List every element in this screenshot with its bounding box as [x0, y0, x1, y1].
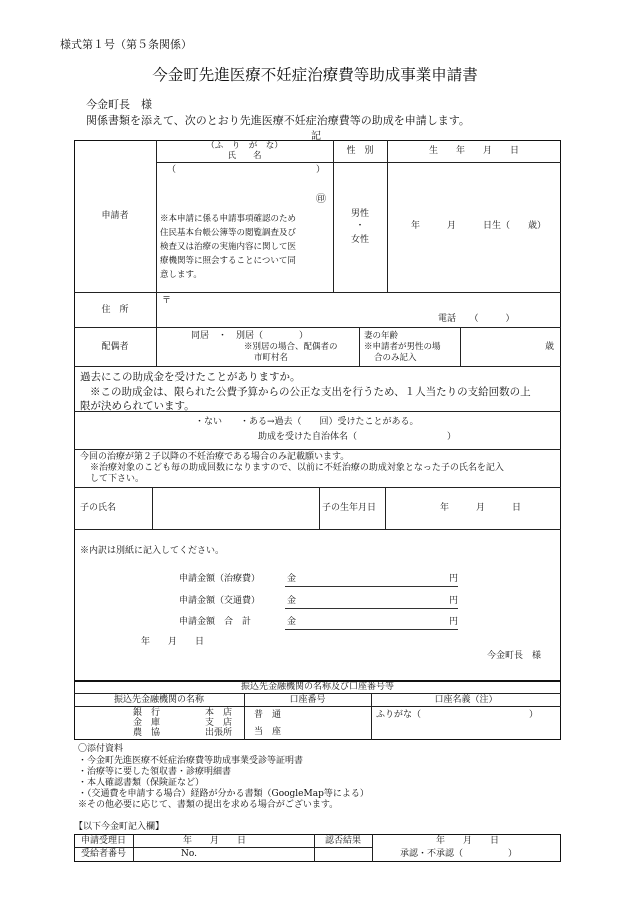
history-answer[interactable]: ・ない ・ある→過去（ 回）受けたことがある。: [195, 417, 419, 427]
intro-text: 関係書類を添えて、次のとおり先進医療不妊症治療費等の助成を申請します。: [86, 114, 470, 127]
second-child-line-1: 今回の治療が第２子以降の不妊治療である場合のみ記載願います。: [80, 452, 350, 462]
amount-transport-yen: 円: [449, 596, 459, 606]
child-dob-field[interactable]: 年 月 日: [440, 503, 522, 513]
bank-header: 振込先金融機関の名称及び口座番号等: [240, 682, 394, 692]
applicant-label: 申請者: [101, 211, 129, 221]
furigana-header: （ふ り が な）: [206, 141, 283, 151]
recipient-number-label: 受給者番号: [80, 849, 126, 859]
history-question: 過去にこの助成金を受けたことがありますか。: [80, 371, 301, 383]
amount-date[interactable]: 年 月 日: [141, 637, 205, 647]
bank-col-holder: 口座名義（注）: [434, 695, 498, 705]
attach-item: ・（交通費を申請する場合）経路が分かる書類（GoogleMap等による）: [78, 789, 369, 799]
consent-line-1: ※本申請に係る申請事項確認のため: [160, 214, 297, 224]
spouse-note-1: ※別居の場合、配偶者の: [244, 342, 338, 352]
postal-mark: 〒: [162, 296, 172, 306]
attach-item: ・治療等に要した領収書・診療明細書: [78, 767, 232, 777]
consent-line-5: 意します。: [160, 270, 202, 280]
amount-total-yen: 円: [449, 617, 459, 627]
amount-transport-kin: 金: [287, 596, 297, 606]
branch-sub[interactable]: 支 店: [205, 718, 233, 728]
history-municipality[interactable]: 助成を受けた自治体名（ ）: [258, 432, 457, 442]
branch-office[interactable]: 出張所: [205, 728, 233, 738]
page-title: 今金町先進医療不妊症治療費等助成事業申請書: [152, 66, 478, 84]
sex-female-option[interactable]: 女性: [350, 235, 369, 245]
amount-total-field[interactable]: [285, 629, 458, 630]
history-note-2: 限が決められています。: [80, 400, 195, 412]
sex-header: 性 別: [346, 146, 374, 156]
name-header: 氏 名: [227, 151, 262, 161]
bank-type-bank[interactable]: 銀 行: [133, 708, 161, 718]
account-ordinary[interactable]: 普 通: [254, 710, 282, 720]
amount-total-kin: 金: [287, 617, 297, 627]
wife-age-note-2: 合のみ記入: [374, 353, 417, 363]
amount-total-label: 申請金額 合 計: [179, 617, 252, 627]
spouse-note-2: 市町村名: [254, 353, 289, 363]
office-title: 【以下今金町記入欄】: [74, 822, 165, 832]
seal-icon: ㊞: [316, 194, 326, 205]
bank-type-kinko[interactable]: 金 庫: [133, 718, 161, 728]
wife-age-note-1: ※申請者が男性の場: [364, 342, 441, 352]
amount-treatment-label: 申請金額（治療費）: [179, 574, 261, 584]
birth-date-field[interactable]: 年 月 日生（ 歳）: [411, 221, 547, 231]
furigana-paren-open: （: [167, 165, 177, 175]
bank-col-number: 口座番号: [289, 695, 326, 705]
attach-title: 〇添付資料: [78, 744, 124, 754]
amount-treatment-kin: 金: [287, 574, 297, 584]
bank-col-name: 振込先金融機関の名称: [113, 695, 204, 705]
wife-age-label: 妻の年齢: [364, 331, 399, 341]
addressee: 今金町長 様: [86, 98, 152, 111]
recipient-number-field[interactable]: No.: [181, 849, 197, 859]
second-child-line-3: して下さい。: [90, 474, 145, 484]
child-dob-label: 子の生年月日: [322, 503, 377, 513]
spouse-label: 配偶者: [101, 342, 129, 352]
amount-treatment-field[interactable]: [285, 586, 458, 587]
attach-item: ※その他必要に応じて、書類の提出を求める場合がございます。: [78, 800, 339, 810]
consent-line-2: 住民基本台帳公簿等の閲覧調査及び: [160, 228, 297, 238]
bank-type-nokyo[interactable]: 農 協: [133, 728, 161, 738]
birth-header: 生 年 月 日: [428, 146, 519, 156]
decision-date-field[interactable]: 年 月 日: [436, 836, 500, 846]
ki-label: 記: [311, 131, 321, 142]
consent-line-3: 検査又は治療の実施内容に関して医: [160, 242, 297, 252]
attach-item: ・本人確認書類（保険証など）: [78, 778, 205, 788]
holder-furigana[interactable]: ふりがな（ ）: [376, 710, 539, 720]
branch-main[interactable]: 本 店: [205, 708, 233, 718]
address-label: 住 所: [101, 305, 129, 315]
amount-transport-field[interactable]: [285, 608, 458, 609]
history-note-1: ※この助成金は、限られた公費予算からの公正な支出を行うため、１人当たりの支給回数の上: [90, 386, 531, 398]
form-number: 様式第１号（第５条関係）: [60, 38, 192, 51]
received-date-label: 申請受理日: [80, 836, 126, 846]
amount-transport-label: 申請金額（交通費）: [179, 596, 261, 606]
decision-label: 認否結果: [324, 836, 361, 846]
amount-mayor: 今金町長 様: [487, 651, 542, 661]
account-current[interactable]: 当 座: [254, 727, 282, 737]
wife-age-unit: 歳: [545, 342, 555, 352]
phone-field[interactable]: 電話 （ ）: [438, 314, 515, 324]
furigana-paren-close: ）: [316, 165, 326, 175]
sex-separator: ・: [355, 221, 365, 231]
received-date-field[interactable]: 年 月 日: [183, 836, 247, 846]
second-child-line-2: ※治療対象のこども毎の助成回数になりますので、以前に不妊治療の助成対象となった子の氏名を記入: [90, 463, 504, 473]
amount-note: ※内訳は別紙に記入してください。: [80, 546, 225, 556]
child-name-label: 子の氏名: [80, 503, 117, 513]
attach-item: ・今金町先進医療不妊症治療費等助成事業受診等証明書: [78, 756, 304, 766]
amount-treatment-yen: 円: [449, 574, 459, 584]
consent-line-4: 療機関等に照会することについて同: [160, 256, 296, 266]
cohabit-option[interactable]: 同居 ・ 別居（ ）: [191, 331, 309, 341]
sex-male-option[interactable]: 男性: [350, 209, 369, 219]
approve-option[interactable]: 承認・不承認（ ）: [400, 849, 518, 859]
